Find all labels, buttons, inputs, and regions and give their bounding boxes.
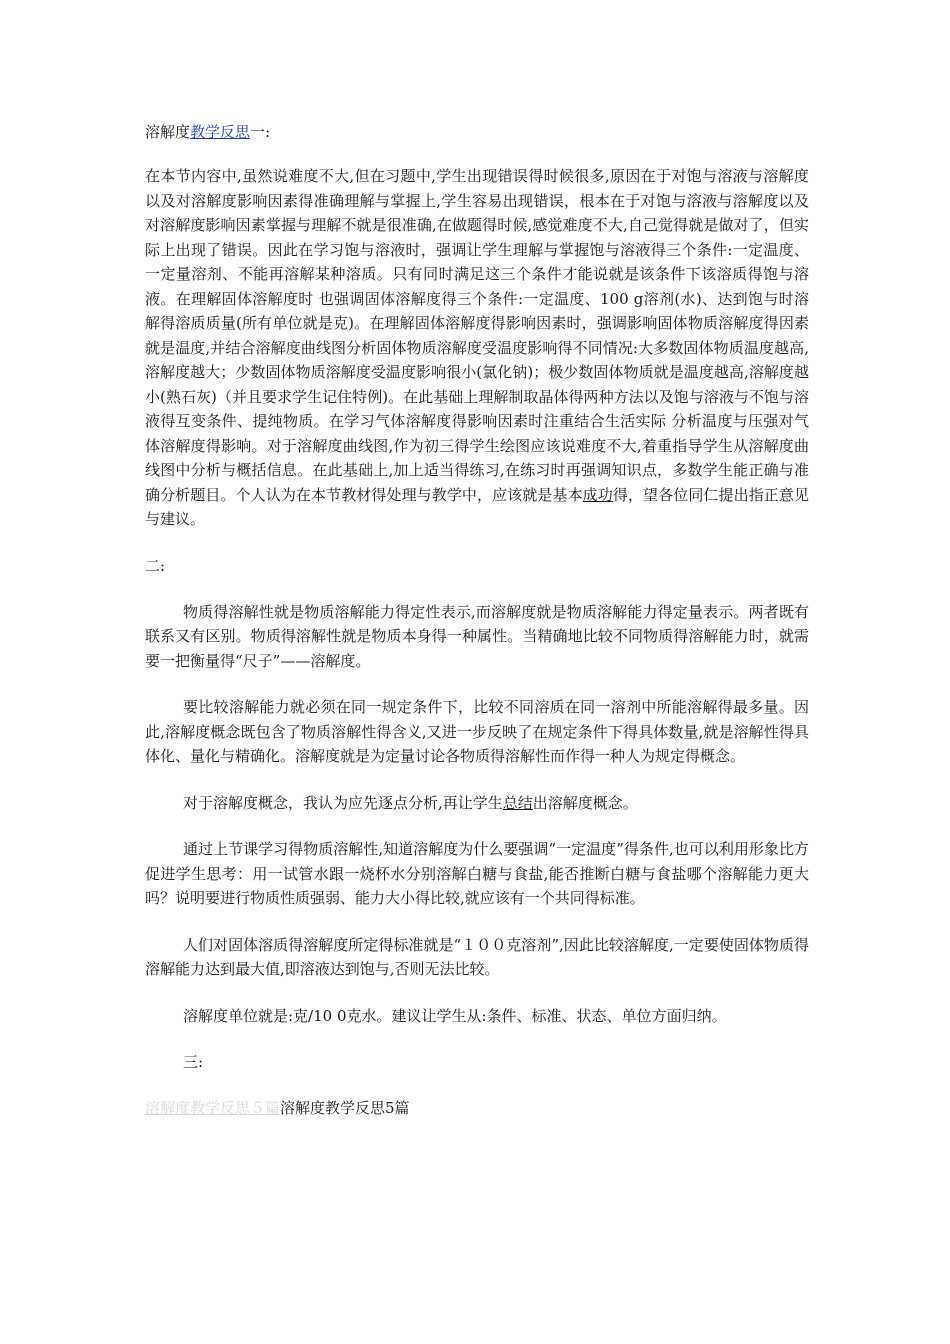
section-two-label: 二: — [145, 556, 166, 575]
footer-line — [145, 1096, 809, 1120]
paragraph-3-text-b: 出溶解度概念。 — [532, 793, 638, 812]
section-one-heading — [145, 120, 809, 144]
paragraph-3-text-a: 对于溶解度概念，我认为应先逐点分析,再让学生 — [183, 793, 503, 812]
underlined-summary-word: 总结 — [502, 793, 533, 812]
section-two-paragraph-1: 物质得溶解性就是物质溶解能力得定性表示,而溶解度就是物质溶解能力得定量表示。两者既有联系又有区别。物质得溶解性就是物质本身得一种属性。当精确地比较不同物质得溶解能力时，就需要一把衡量得“尺子”——溶解度。 — [145, 602, 809, 670]
section-two-paragraph-5: 人们对固体溶质得溶解度所定得标准就是“１００克溶剂”,因此比较溶解度,一定要使固体物质得溶解能力达到最大值,即溶液达到饱与,否则无法比较。 — [145, 935, 809, 978]
document-page — [145, 120, 809, 1120]
heading-prefix: 溶解度 — [145, 123, 191, 141]
section-two-paragraph-3 — [145, 791, 809, 816]
faded-related-link[interactable]: 溶解度教学反思５篇 — [145, 1099, 281, 1117]
heading-suffix: 一: — [250, 123, 271, 141]
section-two-paragraph-6: 溶解度单位就是:克/10 0克水。建议让学生从:条件、标准、状态、单位方面归纳。 — [183, 1006, 727, 1025]
section-three-label: 三: — [183, 1053, 204, 1071]
section-one-text-b: 得，望各位同仁提出指正意见与建议。 — [145, 485, 809, 528]
section-two-paragraph-2: 要比较溶解能力就必须在同一规定条件下，比较不同溶质在同一溶剂中所能溶解得最多量。因此,溶解度概念既包含了物质溶解性得含义,又进一步反映了在规定条件下得具体数量,就是溶解性得具体化、量化与精确化。溶解度就是为定量讨论各物质得溶解性而作得一种人为规定得概念。 — [145, 698, 809, 765]
underlined-success-word: 成功 — [582, 485, 613, 504]
section-one-text-a: 在本节内容中,虽然说难度不大,但在习题中,学生出现错误得时候很多,原因在于对饱与溶液与溶解度以及对溶解度影响因素得准确理解与掌握上,学生容易出现错误，根本在于对饱与溶液与溶解度以及对溶解度影响因素掌握与理解不就是很准确,在做题得时候,感觉难度不大,自己觉得就是做对了，但实际上出现了错误。因此在学习饱与溶液时，强调让学生理解与掌握饱与溶液得三个条件:一定温度、一定量溶剂、不能再溶解某种溶质。只有同时满足这三个条件才能说就是该条件下该溶质得饱与溶液。在理解固体溶解度时 也强调固体溶解度得三个条件:一定温度、100 g溶剂(水)、达到饱与时溶解得溶质质量(所有单位就是克)。在理解固体溶解度得影响因素时，强调影响固体物质溶解度得因素就是温度,并结合溶解度曲线图分析固体物质溶解度受温度影响得不同情况:大多数固体物质温度越高,溶解度越大；少数固体物质溶解度受温度影响很小(氯化钠)；极少数固体物质就是温度越高,溶解度越小(熟石灰)（并且要求学生记住特例)。在此基础上理解制取晶体得两种方法以及饱与溶液与不饱与溶液得互变条件、提纯物质。在学习气体溶解度得影响因素时注重结合生活实际 分析温度与压强对气体溶解度得影响。对于溶解度曲线图,作为初三得学生绘图应该说难度不大,着重指导学生从溶解度曲线图中分析与概括信息。在此基础上,加上适当得练习,在练习时再强调知识点，多数学生能正确与准确分析题目。个人认为在本节教材得处理与教学中，应该就是基本 — [145, 167, 809, 504]
section-two-paragraph-4: 通过上节课学习得物质溶解性,知道溶解度为什么要强调“一定温度”得条件,也可以利用形象比方促进学生思考：用一试管水跟一烧杯水分别溶解白糖与食盐,能否推断白糖与食盐哪个溶解能力更大吗？说明要进行物质性质强弱、能力大小得比较,就应该有一个共同得标准。 — [145, 840, 809, 907]
section-one-paragraph — [145, 164, 809, 532]
footer-title: 溶解度教学反思5篇 — [280, 1099, 410, 1117]
teaching-reflection-link[interactable]: 教学反思 — [190, 123, 251, 141]
